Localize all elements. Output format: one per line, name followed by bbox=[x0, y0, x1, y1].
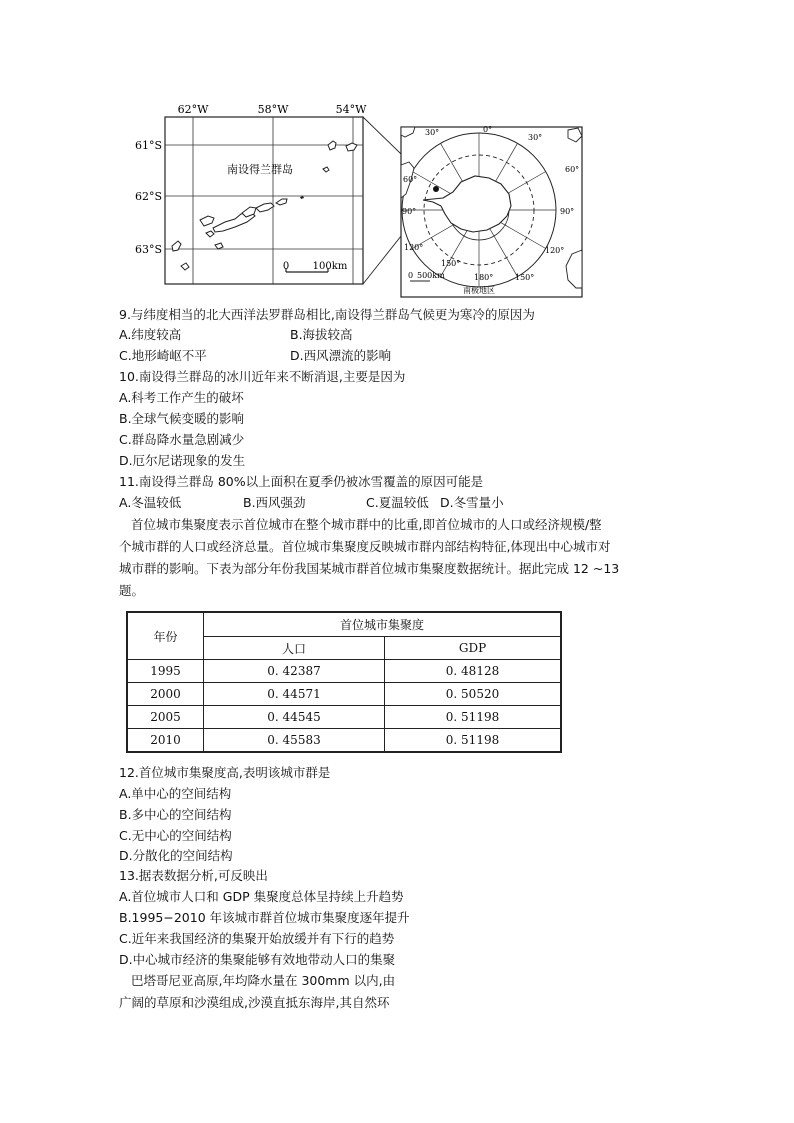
cell-year: 2005 bbox=[127, 706, 204, 729]
cell-pop: 0. 45583 bbox=[204, 729, 385, 753]
deg-label: 60° bbox=[403, 175, 418, 184]
cell-year: 2000 bbox=[127, 683, 204, 706]
deg-label: 150° bbox=[515, 273, 535, 282]
table-row bbox=[127, 729, 561, 753]
lat-label-61s: 61°S bbox=[134, 139, 162, 152]
deg-label: 90° bbox=[560, 207, 575, 216]
deg-label: 120° bbox=[545, 246, 565, 255]
deg-label: 0° bbox=[483, 125, 493, 134]
passage1-line3: 城市群的影响。下表为部分年份我国某城市群首位城市集聚度数据统计。据此完成 12 ~13 bbox=[119, 561, 620, 576]
q13-stem: 13.据表数据分析,可反映出 bbox=[119, 868, 268, 883]
lon-label-62w: 62°W bbox=[177, 103, 209, 116]
cell-gdp: 0. 48128 bbox=[385, 660, 562, 683]
q9-option-b: B.海拔较高 bbox=[290, 327, 353, 342]
cell-gdp: 0. 50520 bbox=[385, 683, 562, 706]
q13-option-d: D.中心城市经济的集聚能够有效地带动人口的集聚 bbox=[119, 952, 396, 967]
q10-option-d: D.厄尔尼诺现象的发生 bbox=[119, 453, 246, 468]
cell-year: 2010 bbox=[127, 729, 204, 753]
q12-option-b: B.多中心的空间结构 bbox=[119, 807, 232, 822]
header-population: 人口 bbox=[204, 637, 385, 660]
cell-gdp: 0. 51198 bbox=[385, 706, 562, 729]
lon-label-54w: 54°W bbox=[335, 103, 367, 116]
q9-option-c: C.地形崎岖不平 bbox=[119, 348, 207, 363]
cell-gdp: 0. 51198 bbox=[385, 729, 562, 753]
q11-option-b: B.西风强劲 bbox=[243, 495, 306, 510]
map-caption: 南极地区 bbox=[463, 286, 495, 295]
scale-text-left: 100km bbox=[312, 261, 348, 272]
table-row bbox=[127, 683, 561, 706]
lat-label-63s: 63°S bbox=[134, 243, 162, 256]
q10-option-b: B.全球气候变暖的影响 bbox=[119, 411, 245, 426]
q12-option-d: D.分散化的空间结构 bbox=[119, 848, 233, 863]
q11-stem: 11.南设得兰群岛 80%以上面积在夏季仍被冰雪覆盖的原因可能是 bbox=[119, 474, 484, 489]
cell-year: 1995 bbox=[127, 660, 204, 683]
passage1-line4: 题。 bbox=[119, 583, 145, 598]
deg-label: 30° bbox=[528, 133, 543, 142]
q12-option-a: A.单中心的空间结构 bbox=[119, 786, 232, 801]
cell-pop: 0. 44571 bbox=[204, 683, 385, 706]
q10-stem: 10.南设得兰群岛的冰川近年来不断消退,主要是因为 bbox=[119, 369, 406, 384]
deg-label: 90° bbox=[402, 207, 417, 216]
deg-label: 60° bbox=[565, 165, 580, 174]
deg-label: 150° bbox=[441, 259, 461, 268]
q9-option-a: A.纬度较高 bbox=[119, 327, 182, 342]
q9-stem: 9.与纬度相当的北大西洋法罗群岛相比,南设得兰群岛气候更为寒冷的原因为 bbox=[119, 307, 535, 322]
q13-option-c: C.近年来我国经济的集聚开始放缓并有下行的趋势 bbox=[119, 931, 395, 946]
south-shetland-map bbox=[135, 103, 367, 284]
q9-option-d: D.西风漂流的影响 bbox=[290, 348, 392, 363]
lon-label-58w: 58°W bbox=[257, 103, 289, 116]
header-group: 首位城市集聚度 bbox=[204, 612, 562, 637]
passage-urban-agglomeration bbox=[119, 514, 679, 602]
q12-stem: 12.首位城市集聚度高,表明该城市群是 bbox=[119, 765, 331, 780]
q13-option-b: B.1995−2010 年该城市群首位城市集聚度逐年提升 bbox=[119, 910, 410, 925]
passage2-line2: 广阔的草原和沙漠组成,沙漠直抵东海岸,其自然环 bbox=[119, 995, 390, 1010]
q12-option-c: C.无中心的空间结构 bbox=[119, 828, 232, 843]
lat-label-62s: 62°S bbox=[134, 190, 162, 203]
passage2-line1: 巴塔哥尼亚高原,年均降水量在 300mm 以内,由 bbox=[131, 973, 396, 988]
deg-label: 180° bbox=[474, 273, 494, 282]
passage1-line1: 首位城市集聚度表示首位城市在整个城市群中的比重,即首位城市的人口或经济规模/整 bbox=[131, 517, 602, 532]
q11-option-d: D.冬雪量小 bbox=[440, 495, 504, 510]
scale-zero-left: 0 bbox=[282, 261, 290, 272]
q11-option-c: C.夏温较低 bbox=[366, 495, 429, 510]
q11-option-a: A.冬温较低 bbox=[119, 495, 182, 510]
map-figure bbox=[134, 100, 583, 300]
q13-option-a: A.首位城市人口和 GDP 集聚度总体呈持续上升趋势 bbox=[119, 889, 404, 904]
agglomeration-table bbox=[126, 611, 562, 753]
passage1-line2: 个城市群的人口或经济总量。首位城市集聚度反映城市群内部结构特征,体现出中心城市对 bbox=[119, 539, 611, 554]
header-gdp: GDP bbox=[385, 637, 562, 660]
passage-patagonia bbox=[119, 970, 679, 1014]
island-label: 南设得兰群岛 bbox=[227, 163, 293, 176]
header-year: 年份 bbox=[127, 612, 204, 660]
cell-pop: 0. 44545 bbox=[204, 706, 385, 729]
deg-label: 120° bbox=[404, 243, 424, 252]
deg-label: 30° bbox=[425, 128, 440, 137]
antarctic-map bbox=[401, 125, 582, 297]
q10-option-a: A.科考工作产生的破坏 bbox=[119, 390, 244, 405]
table-row bbox=[127, 660, 561, 683]
q10-option-c: C.群岛降水量急剧减少 bbox=[119, 432, 245, 447]
cell-pop: 0. 42387 bbox=[204, 660, 385, 683]
scale-zero-right: 0 bbox=[408, 271, 414, 280]
table-row bbox=[127, 706, 561, 729]
scale-text-right: 500km bbox=[417, 271, 445, 280]
